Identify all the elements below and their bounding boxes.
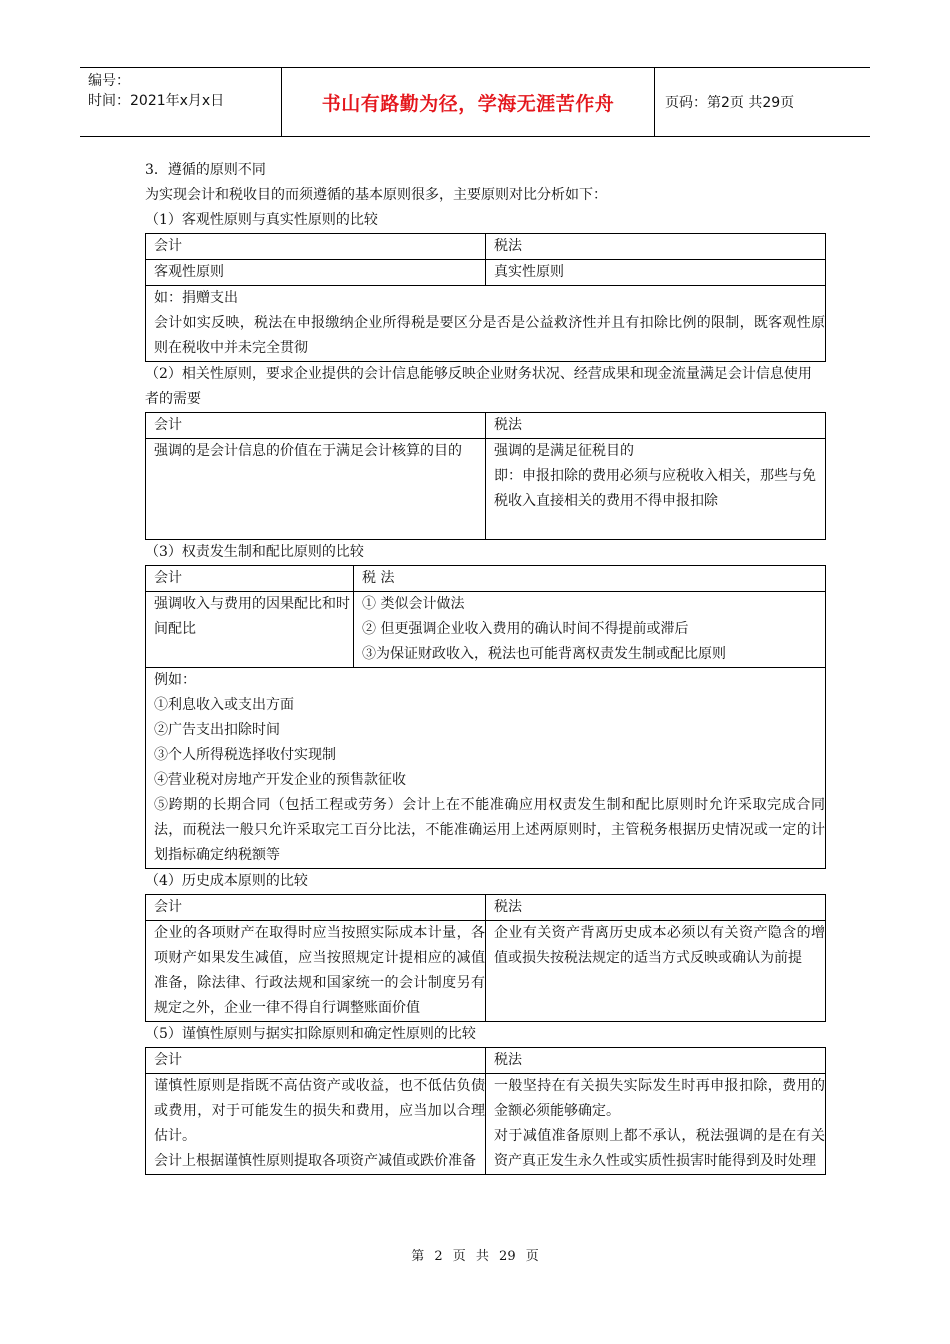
s4-table <box>145 894 826 1022</box>
s1-header-accounting: 会计 <box>146 234 486 260</box>
s4-title: （4）历史成本原则的比较 <box>145 873 308 889</box>
s5-accounting-cell <box>146 1074 486 1175</box>
s1-header-tax: 税法 <box>486 234 826 260</box>
s3-examples-cell <box>146 668 826 869</box>
s2-title: （2）相关性原则，要求企业提供的会计信息能够反映企业财务状况、经营成果和现金流量满足会计信息使用者的需要 <box>145 366 812 407</box>
s3-tax-line-2: ② 但更强调企业收入费用的确认时间不得提前或滞后 <box>362 621 689 637</box>
s1-title: （1）客观性原则与真实性原则的比较 <box>145 212 378 228</box>
s1-note-example: 如：捐赠支出 <box>154 290 238 306</box>
s3-example-3: ③个人所得税选择收付实现制 <box>154 747 336 763</box>
s1-note-text: 会计如实反映，税法在申报缴纳企业所得税是要区分是否是公益救济性并且有扣除比例的限制，既客观性原则在税收中并未完全贯彻 <box>154 315 825 356</box>
s5-tax-cell <box>486 1074 826 1175</box>
s1-accounting-cell: 客观性原则 <box>146 260 486 286</box>
s4-header-accounting: 会计 <box>146 895 486 921</box>
s2-header-accounting: 会计 <box>146 413 486 439</box>
s5-header-accounting: 会计 <box>146 1048 486 1074</box>
s3-tax-cell <box>354 592 826 668</box>
s5-header-tax: 税法 <box>486 1048 826 1074</box>
s3-header-tax: 税 法 <box>354 566 826 592</box>
s4-tax-cell: 企业有关资产背离历史成本必须以有关资产隐含的增值或损失按税法规定的适当方式反映或确认为前提 <box>486 921 826 1022</box>
s3-example-1: ①利息收入或支出方面 <box>154 697 294 713</box>
s1-note-cell <box>146 286 826 362</box>
s3-example-5: ⑤跨期的长期合同（包括工程或劳务）会计上在不能准确应用权责发生制和配比原则时允许采取完成合同法，而税法一般只允许采取完工百分比法，不能准确运用上述两原则时，主管税务根据历史情况或一定的计划指标确定纳税额等 <box>154 797 825 863</box>
s1-tax-cell: 真实性原则 <box>486 260 826 286</box>
s5-table <box>145 1047 826 1175</box>
doc-date-label: 时间：2021年x月x日 <box>88 93 225 109</box>
s3-example-2: ②广告支出扣除时间 <box>154 722 280 738</box>
section-title: 3．遵循的原则不同 <box>145 162 266 178</box>
s3-header-accounting: 会计 <box>146 566 354 592</box>
s5-title: （5）谨慎性原则与据实扣除原则和确定性原则的比较 <box>145 1026 476 1042</box>
document-body <box>145 158 825 1175</box>
header-page-label: 页码：第2页 共29页 <box>665 95 795 111</box>
s2-tax-line-2: 即：申报扣除的费用必须与应税收入相关，那些与免税收入直接相关的费用不得申报扣除 <box>494 468 816 509</box>
s2-tax-line-1: 强调的是满足征税目的 <box>494 443 634 459</box>
s3-table <box>145 565 826 869</box>
s3-examples-title: 例如： <box>154 672 196 688</box>
s5-accounting-line-1: 谨慎性原则是指既不高估资产或收益，也不低估负债或费用，对于可能发生的损失和费用，应当加以合理估计。 <box>154 1078 485 1144</box>
s2-header-tax: 税法 <box>486 413 826 439</box>
s3-tax-line-1: ① 类似会计做法 <box>362 596 465 612</box>
s5-tax-line-2: 对于减值准备原则上都不承认，税法强调的是在有关资产真正发生永久性或实质性损害时能得到及时处理 <box>494 1128 825 1169</box>
s3-example-4: ④营业税对房地产开发企业的预售款征收 <box>154 772 406 788</box>
s3-accounting-cell: 强调收入与费用的因果配比和时间配比 <box>146 592 354 668</box>
s3-title: （3）权责发生制和配比原则的比较 <box>145 544 364 560</box>
doc-code-label: 编号： <box>88 73 130 89</box>
s3-tax-line-3: ③为保证财政收入，税法也可能背离权责发生制或配比原则 <box>362 646 726 662</box>
s4-header-tax: 税法 <box>486 895 826 921</box>
page-footer: 第 2 页 共 29 页 <box>411 1249 539 1264</box>
header-motto: 书山有路勤为径，学海无涯苦作舟 <box>282 68 655 136</box>
s2-table <box>145 412 826 540</box>
s5-accounting-line-2: 会计上根据谨慎性原则提取各项资产减值或跌价准备 <box>154 1153 476 1169</box>
s5-tax-line-1: 一般坚持在有关损失实际发生时再申报扣除，费用的金额必须能够确定。 <box>494 1078 825 1119</box>
intro-paragraph: 为实现会计和税收目的而须遵循的基本原则很多，主要原则对比分析如下： <box>145 187 607 203</box>
page-header <box>80 67 870 137</box>
s2-tax-cell <box>486 439 826 540</box>
s4-accounting-cell: 企业的各项财产在取得时应当按照实际成本计量，各项财产如果发生减值，应当按照规定计提相应的减值准备，除法律、行政法规和国家统一的会计制度另有规定之外，企业一律不得自行调整账面价值 <box>146 921 486 1022</box>
header-left-cell <box>80 68 282 136</box>
s2-accounting-cell: 强调的是会计信息的价值在于满足会计核算的目的 <box>146 439 486 540</box>
s1-table <box>145 233 826 362</box>
